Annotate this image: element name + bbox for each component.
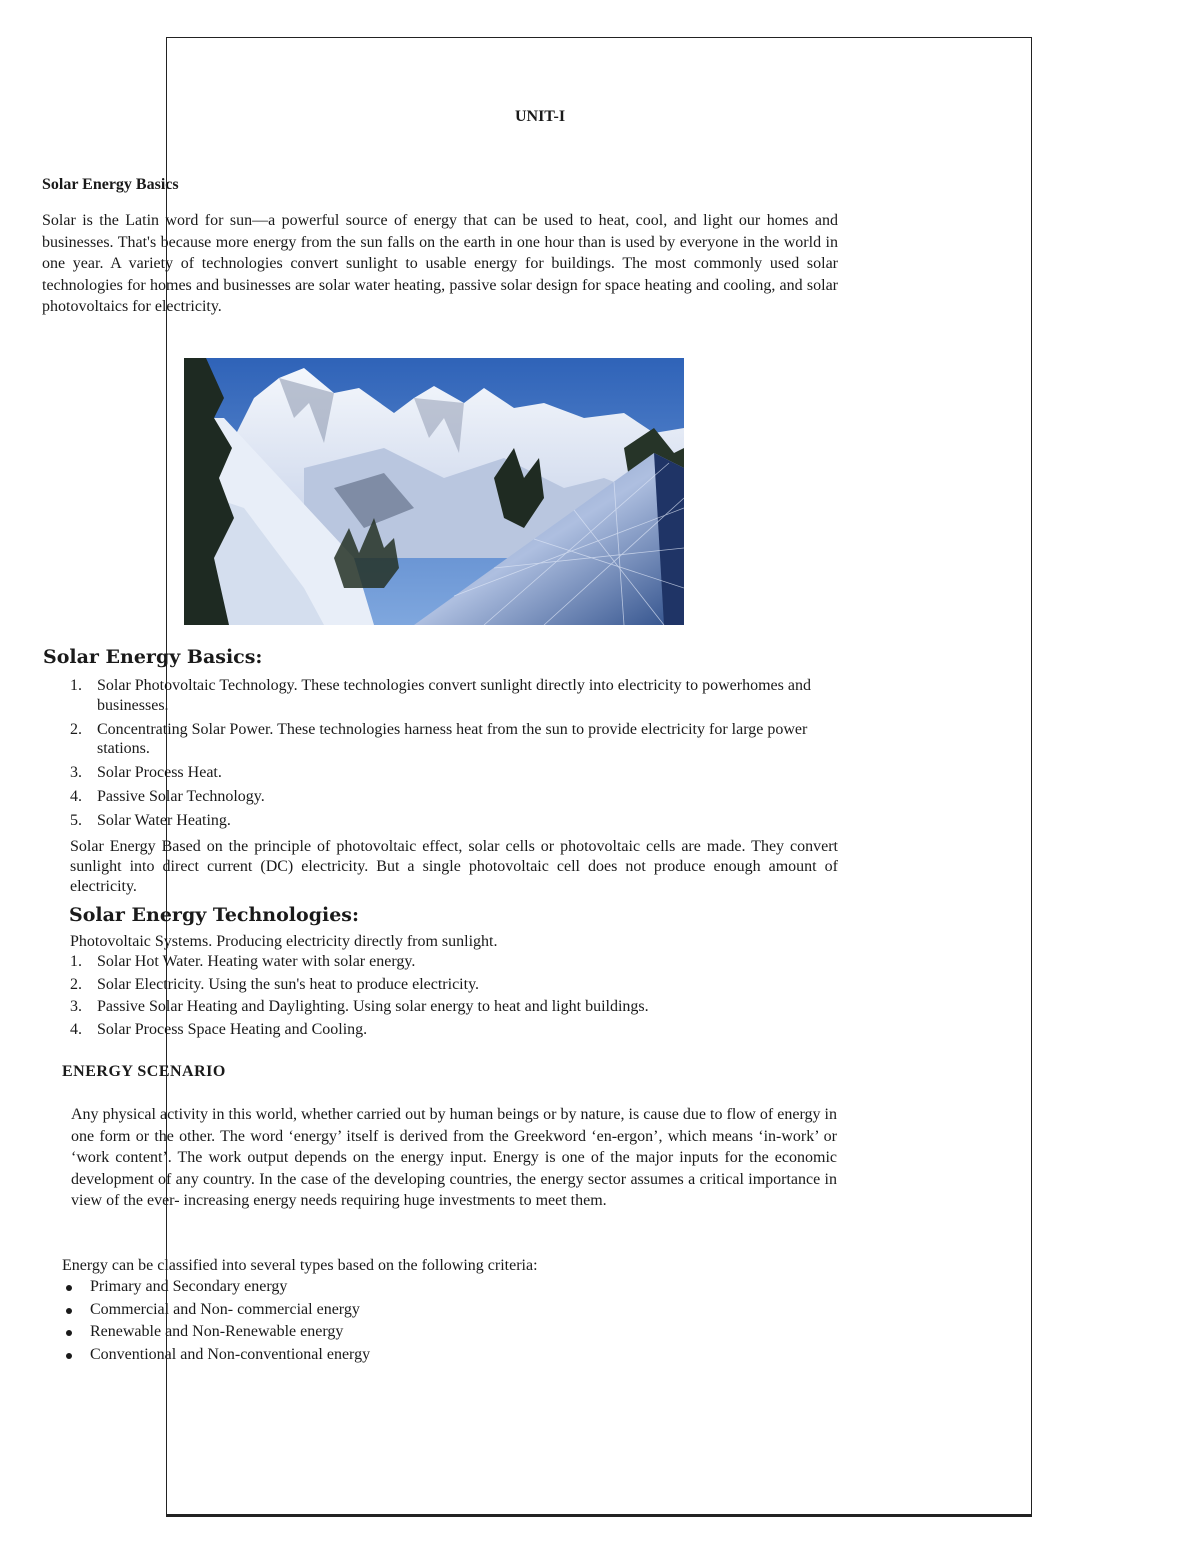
bullet-icon <box>66 1330 72 1336</box>
solar-technologies-list <box>70 952 840 1042</box>
unit-title: UNIT-I <box>514 108 566 125</box>
bullet-icon <box>66 1308 72 1314</box>
bullet-icon <box>66 1353 72 1359</box>
list-item: 5. Solar Water Heating. <box>70 812 231 829</box>
intro-paragraph: Solar is the Latin word for sun—a powerful source of energy that can be used to heat, cool, and light our homes and businesses. That's because more energy from the sun falls on the earth in one hour than is used by everyone in the world in one year. A variety of technologies convert sunlight to usable energy for buildings. The most commonly used solar technologies for homes and businesses are solar water heating, passive solar design for space heating and cooling, and solar photovoltaics for electricity. <box>42 212 838 315</box>
section-heading-solar-energy-technologies: Solar Energy Technologies: <box>69 904 359 926</box>
list-item: Renewable and Non-Renewable energy <box>62 1321 370 1344</box>
list-item: 2. Concentrating Solar Power. These technologies harness heat from the sun to provide electricity for large power stations. <box>70 720 808 757</box>
section-heading-energy-scenario: ENERGY SCENARIO <box>62 1063 226 1080</box>
list-item: Conventional and Non-conventional energy <box>62 1344 370 1367</box>
solar-basics-list <box>70 676 840 835</box>
list-item: Commercial and Non- commercial energy <box>62 1299 370 1322</box>
energy-scenario-paragraph: Any physical activity in this world, whether carried out by human beings or by nature, is cause due to flow of energy in one form or the other. The word ‘energy’ itself is derived from the Greekword ‘en-ergon’, which means ‘in-work’ or ‘work content’. The work output depends on the energy input. Energy is one of the major inputs for the economic development of any country. In the case of the developing countries, the energy sector assumes a critical importance in view of the ever- increasing energy needs requiring huge investments to meet them. <box>71 1106 837 1209</box>
list-item: 3. Passive Solar Heating and Daylighting. Using solar energy to heat and light buildings. <box>70 998 649 1015</box>
list-item: 3. Solar Process Heat. <box>70 764 222 781</box>
section-heading-solar-energy-basics-list: Solar Energy Basics: <box>43 646 263 668</box>
list-item: 4. Passive Solar Technology. <box>70 788 265 805</box>
list-item: 1. Solar Photovoltaic Technology. These technologies convert sunlight directly into electricity to powerhomes and businesses. <box>70 677 811 714</box>
solar-panels-mountain-photo <box>184 358 684 625</box>
list-item: 4. Solar Process Space Heating and Cooling. <box>70 1020 368 1038</box>
list-item: 2. Solar Electricity. Using the sun's heat to produce electricity. <box>70 975 480 993</box>
energy-classification-list <box>62 1276 370 1366</box>
technologies-intro: Photovoltaic Systems. Producing electricity directly from sunlight. <box>70 933 498 950</box>
photovoltaic-paragraph: Solar Energy Based on the principle of photovoltaic effect, solar cells or photovoltaic cells are made. They convert sunlight into direct current (DC) electricity. But a single photovoltaic cell does not produce enough amount of electricity. <box>70 838 838 895</box>
bullet-icon <box>66 1285 72 1291</box>
list-item: Primary and Secondary energy <box>62 1276 370 1299</box>
classification-intro: Energy can be classified into several types based on the following criteria: <box>62 1257 538 1274</box>
list-item: 1. Solar Hot Water. Heating water with solar energy. <box>70 953 416 970</box>
section-heading-solar-energy-basics: Solar Energy Basics <box>42 176 179 193</box>
